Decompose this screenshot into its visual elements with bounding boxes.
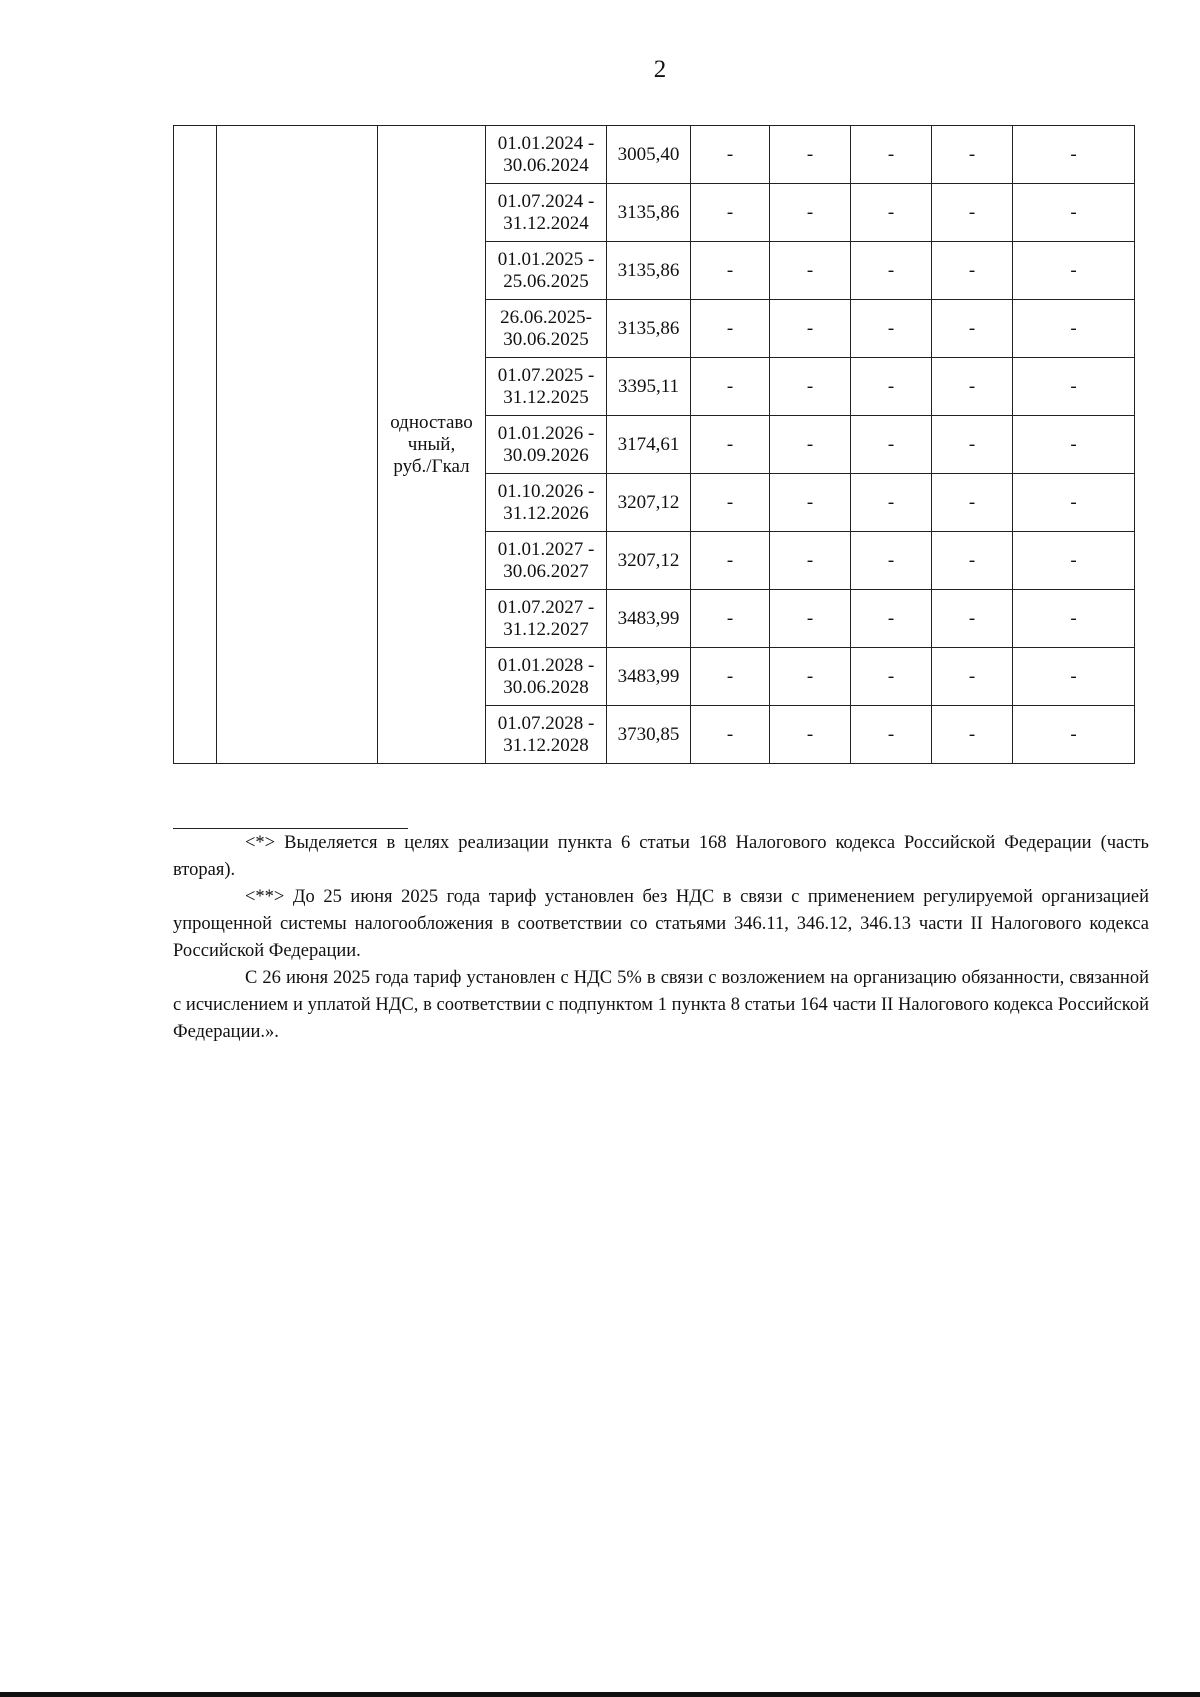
dash-cell: - <box>691 532 770 590</box>
footnote-vat-allocation: <*> Выделяется в целях реализации пункта 6 статьи 168 Налогового кодекса Российской Федерации (часть вторая). <box>173 833 1149 880</box>
dash-cell: - <box>770 474 851 532</box>
table-row <box>174 126 1135 184</box>
tariff-value-cell: 3483,99 <box>607 590 691 648</box>
dash-cell: - <box>770 126 851 184</box>
period-cell: 01.01.2025 - 25.06.2025 <box>486 242 607 300</box>
dash-cell: - <box>1013 184 1135 242</box>
dash-cell: - <box>691 474 770 532</box>
dash-cell: - <box>691 300 770 358</box>
period-cell: 01.07.2028 - 31.12.2028 <box>486 706 607 764</box>
period-cell: 01.01.2027 - 30.06.2027 <box>486 532 607 590</box>
dash-cell: - <box>770 532 851 590</box>
dash-cell: - <box>770 242 851 300</box>
period-cell: 01.01.2028 - 30.06.2028 <box>486 648 607 706</box>
dash-cell: - <box>770 590 851 648</box>
dash-cell: - <box>851 126 932 184</box>
dash-cell: - <box>1013 358 1135 416</box>
footnote-tariff-without-vat: <**> До 25 июня 2025 года тариф установлен без НДС в связи с применением регулируемой организацией упрощенной системы налогообложения в соответствии со статьями 346.11, 346.12, 346.13 части II Налогового кодекса Российской Федерации. <box>173 887 1149 961</box>
dash-cell: - <box>691 358 770 416</box>
dash-cell: - <box>1013 416 1135 474</box>
dash-cell: - <box>1013 242 1135 300</box>
period-cell: 01.01.2026 - 30.09.2026 <box>486 416 607 474</box>
dash-cell: - <box>1013 126 1135 184</box>
tariff-value-cell: 3207,12 <box>607 474 691 532</box>
period-cell: 26.06.2025- 30.06.2025 <box>486 300 607 358</box>
dash-cell: - <box>851 648 932 706</box>
period-cell: 01.07.2027 - 31.12.2027 <box>486 590 607 648</box>
dash-cell: - <box>691 590 770 648</box>
dash-cell: - <box>932 126 1013 184</box>
period-cell: 01.07.2025 - 31.12.2025 <box>486 358 607 416</box>
dash-cell: - <box>932 184 1013 242</box>
tariff-type-label: одноставо чный, руб./Гкал <box>378 126 486 764</box>
dash-cell: - <box>851 706 932 764</box>
dash-cell: - <box>1013 648 1135 706</box>
period-cell: 01.10.2026 - 31.12.2026 <box>486 474 607 532</box>
dash-cell: - <box>851 590 932 648</box>
dash-cell: - <box>1013 590 1135 648</box>
scan-bottom-edge <box>0 1692 1200 1697</box>
dash-cell: - <box>851 184 932 242</box>
dash-cell: - <box>770 706 851 764</box>
dash-cell: - <box>932 532 1013 590</box>
dash-cell: - <box>691 706 770 764</box>
period-cell: 01.01.2024 - 30.06.2024 <box>486 126 607 184</box>
dash-cell: - <box>691 126 770 184</box>
tariff-value-cell: 3135,86 <box>607 300 691 358</box>
dash-cell: - <box>851 300 932 358</box>
dash-cell: - <box>770 358 851 416</box>
dash-cell: - <box>1013 474 1135 532</box>
footnote-tariff-with-vat: С 26 июня 2025 года тариф установлен с НДС 5% в связи с возложением на организацию обязанности, связанной с исчислением и уплатой НДС, в соответствии с подпунктом 1 пункта 8 статьи 164 части II Налогового кодекса Российской Федерации.». <box>173 968 1149 1042</box>
dash-cell: - <box>1013 706 1135 764</box>
dash-cell: - <box>932 648 1013 706</box>
dash-cell: - <box>770 416 851 474</box>
dash-cell: - <box>932 300 1013 358</box>
dash-cell: - <box>770 184 851 242</box>
tariff-value-cell: 3730,85 <box>607 706 691 764</box>
tariff-value-cell: 3483,99 <box>607 648 691 706</box>
dash-cell: - <box>770 300 851 358</box>
period-cell: 01.07.2024 - 31.12.2024 <box>486 184 607 242</box>
tariff-value-cell: 3135,86 <box>607 184 691 242</box>
tariff-value-cell: 3005,40 <box>607 126 691 184</box>
tariff-value-cell: 3135,86 <box>607 242 691 300</box>
dash-cell: - <box>851 358 932 416</box>
dash-cell: - <box>932 416 1013 474</box>
dash-cell: - <box>1013 532 1135 590</box>
footnotes <box>173 830 1149 1046</box>
tariff-table <box>173 125 1135 764</box>
tariff-table-body <box>174 126 1135 764</box>
empty-cell-number <box>174 126 217 764</box>
footnote-separator <box>173 828 408 829</box>
empty-cell-name <box>217 126 378 764</box>
dash-cell: - <box>851 532 932 590</box>
tariff-value-cell: 3395,11 <box>607 358 691 416</box>
dash-cell: - <box>691 416 770 474</box>
dash-cell: - <box>691 242 770 300</box>
dash-cell: - <box>1013 300 1135 358</box>
dash-cell: - <box>770 648 851 706</box>
dash-cell: - <box>932 242 1013 300</box>
tariff-value-cell: 3174,61 <box>607 416 691 474</box>
dash-cell: - <box>691 648 770 706</box>
dash-cell: - <box>932 706 1013 764</box>
dash-cell: - <box>851 416 932 474</box>
dash-cell: - <box>932 358 1013 416</box>
page-number: 2 <box>653 56 667 83</box>
dash-cell: - <box>691 184 770 242</box>
tariff-value-cell: 3207,12 <box>607 532 691 590</box>
dash-cell: - <box>851 242 932 300</box>
dash-cell: - <box>932 474 1013 532</box>
dash-cell: - <box>932 590 1013 648</box>
dash-cell: - <box>851 474 932 532</box>
